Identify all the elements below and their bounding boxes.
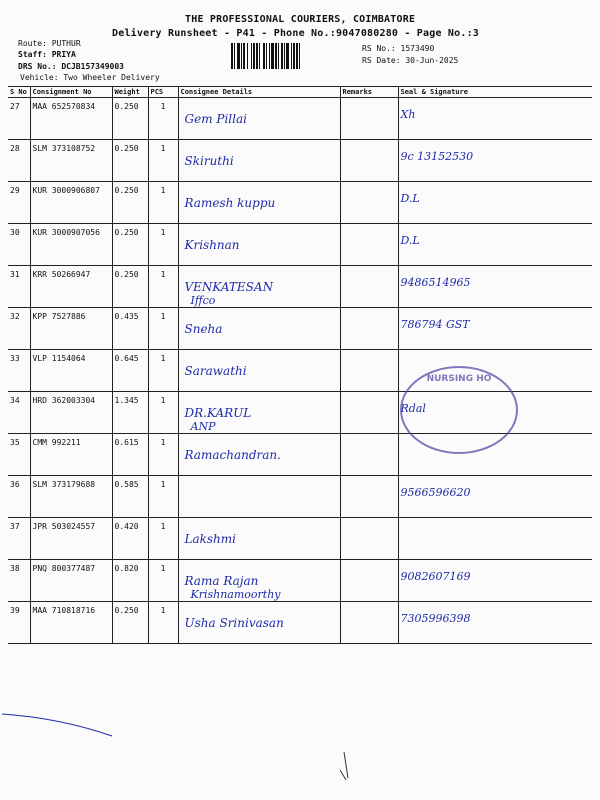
row-consignment: HRD 362003304 xyxy=(30,392,112,434)
row-consignment: KUR 3000906807 xyxy=(30,182,112,224)
row-weight: 0.820 xyxy=(112,560,148,602)
row-consignee xyxy=(178,476,340,518)
row-remarks xyxy=(340,560,398,602)
row-signature xyxy=(398,98,592,140)
drs-label: DRS No.: xyxy=(18,62,57,71)
row-weight: 0.250 xyxy=(112,602,148,644)
row-remarks xyxy=(340,140,398,182)
row-weight: 0.250 xyxy=(112,224,148,266)
signature-text: 9486514965 xyxy=(400,276,471,289)
row-weight: 0.615 xyxy=(112,434,148,476)
rs-date-value: 30-Jun-2025 xyxy=(405,56,459,65)
row-sno: 36 xyxy=(8,476,30,518)
consignee-name: Rama Rajan xyxy=(184,574,259,588)
table-row xyxy=(8,98,592,140)
row-remarks xyxy=(340,476,398,518)
col-weight: Weight xyxy=(112,87,148,98)
row-signature xyxy=(398,518,592,560)
row-consignment: KPP 7527886 xyxy=(30,308,112,350)
consignee-name: Lakshmi xyxy=(184,532,236,546)
row-consignee xyxy=(178,224,340,266)
col-sno: S No xyxy=(8,87,30,98)
table-row xyxy=(8,434,592,476)
row-pcs: 1 xyxy=(148,392,178,434)
consignee-name: Skiruthi xyxy=(184,154,234,168)
signature-text: 9c 13152530 xyxy=(400,150,474,163)
row-consignment: MAA 710818716 xyxy=(30,602,112,644)
row-consignee xyxy=(178,434,340,476)
route-line xyxy=(18,39,81,48)
row-consignment: SLM 373179688 xyxy=(30,476,112,518)
row-weight: 0.645 xyxy=(112,350,148,392)
signature-text: Rdal xyxy=(400,402,426,415)
row-consignee xyxy=(178,602,340,644)
table-row xyxy=(8,182,592,224)
row-consignee xyxy=(178,560,340,602)
row-pcs: 1 xyxy=(148,518,178,560)
row-sno: 31 xyxy=(8,266,30,308)
row-remarks xyxy=(340,182,398,224)
row-signature xyxy=(398,182,592,224)
row-weight: 0.250 xyxy=(112,140,148,182)
signature-text xyxy=(401,354,591,360)
col-pcs: PCS xyxy=(148,87,178,98)
row-sno: 30 xyxy=(8,224,30,266)
margin-pen-mark xyxy=(330,748,360,788)
runsheet-barcode xyxy=(231,43,357,69)
vehicle-label: Vehicle: xyxy=(20,73,59,82)
table-row xyxy=(8,602,592,644)
row-remarks xyxy=(340,266,398,308)
row-consignee xyxy=(178,182,340,224)
rs-date-line xyxy=(362,56,458,65)
route-value: PUTHUR xyxy=(51,39,81,48)
consignee-name xyxy=(181,480,338,490)
row-signature xyxy=(398,308,592,350)
row-weight: 0.435 xyxy=(112,308,148,350)
row-weight: 0.420 xyxy=(112,518,148,560)
consignee-name: DR.KARUL xyxy=(184,406,252,420)
row-remarks xyxy=(340,308,398,350)
signature-text xyxy=(401,522,591,528)
col-consignee: Consignee Details xyxy=(178,87,340,98)
drs-line xyxy=(18,62,124,71)
consignee-name: VENKATESAN xyxy=(184,280,274,294)
row-pcs: 1 xyxy=(148,350,178,392)
row-weight: 0.250 xyxy=(112,98,148,140)
consignee-name-line2: ANP xyxy=(190,420,216,433)
row-consignee xyxy=(178,308,340,350)
row-pcs: 1 xyxy=(148,224,178,266)
vehicle-value: Two Wheeler Delivery xyxy=(63,73,160,82)
row-consignment: VLP 1154064 xyxy=(30,350,112,392)
consignee-name: Krishnan xyxy=(184,238,240,252)
signature-text: 786794 GST xyxy=(400,318,470,331)
consignee-name: Sneha xyxy=(184,322,223,336)
row-remarks xyxy=(340,518,398,560)
row-remarks xyxy=(340,224,398,266)
runsheet-subtitle: Delivery Runsheet - P41 - Phone No.:9047080280 - Page No.:3 xyxy=(112,28,480,39)
signature-text: D.L xyxy=(400,234,420,247)
row-signature xyxy=(398,224,592,266)
row-consignment: SLM 373108752 xyxy=(30,140,112,182)
rs-no-value: 1573490 xyxy=(400,44,435,53)
row-consignment: PNQ 800377487 xyxy=(30,560,112,602)
signature-text: 9566596620 xyxy=(400,486,471,499)
row-sno: 35 xyxy=(8,434,30,476)
rs-no-label: RS No.: xyxy=(362,44,396,53)
row-sno: 29 xyxy=(8,182,30,224)
consignee-name: Usha Srinivasan xyxy=(184,616,284,630)
row-weight: 1.345 xyxy=(112,392,148,434)
row-sno: 27 xyxy=(8,98,30,140)
signature-text: D.L xyxy=(400,192,420,205)
row-consignment: MAA 652570834 xyxy=(30,98,112,140)
row-sno: 32 xyxy=(8,308,30,350)
row-consignee xyxy=(178,266,340,308)
row-pcs: 1 xyxy=(148,308,178,350)
row-consignee xyxy=(178,350,340,392)
row-pcs: 1 xyxy=(148,476,178,518)
seal-stamp xyxy=(400,366,518,454)
row-signature xyxy=(398,140,592,182)
table-row xyxy=(8,560,592,602)
row-consignee xyxy=(178,518,340,560)
row-pcs: 1 xyxy=(148,602,178,644)
row-weight: 0.585 xyxy=(112,476,148,518)
row-remarks xyxy=(340,350,398,392)
table-row xyxy=(8,308,592,350)
row-sno: 28 xyxy=(8,140,30,182)
consignee-name-line2: Krishnamoorthy xyxy=(190,588,281,601)
row-weight: 0.250 xyxy=(112,266,148,308)
route-label: Route: xyxy=(18,39,47,48)
staff-line xyxy=(18,50,76,59)
staff-label: Staff: xyxy=(18,50,47,59)
row-remarks xyxy=(340,98,398,140)
drs-value: DCJB157349003 xyxy=(61,62,124,71)
row-consignment: JPR 503024557 xyxy=(30,518,112,560)
runsheet-table xyxy=(8,86,592,644)
vehicle-line xyxy=(20,73,160,82)
rs-date-label: RS Date: xyxy=(362,56,401,65)
company-title: THE PROFESSIONAL COURIERS, COIMBATORE xyxy=(185,14,416,25)
table-row xyxy=(8,224,592,266)
signature-text: 9082607169 xyxy=(400,570,471,583)
table-row xyxy=(8,476,592,518)
consignee-name: Ramachandran. xyxy=(184,448,281,462)
row-remarks xyxy=(340,434,398,476)
consignee-name: Sarawathi xyxy=(184,364,247,378)
row-consignee xyxy=(178,98,340,140)
row-pcs: 1 xyxy=(148,98,178,140)
consignee-name: Gem Pillai xyxy=(184,112,247,126)
row-consignment: KUR 3000907056 xyxy=(30,224,112,266)
row-pcs: 1 xyxy=(148,266,178,308)
row-signature xyxy=(398,602,592,644)
row-sno: 37 xyxy=(8,518,30,560)
row-signature xyxy=(398,266,592,308)
table-header-row xyxy=(8,87,592,98)
staff-value: PRIYA xyxy=(51,50,76,59)
row-pcs: 1 xyxy=(148,560,178,602)
barcode-bar xyxy=(300,43,302,69)
table-row xyxy=(8,518,592,560)
row-remarks xyxy=(340,602,398,644)
col-signature: Seal & Signature xyxy=(398,87,592,98)
row-signature xyxy=(398,560,592,602)
consignee-name: Ramesh kuppu xyxy=(184,196,276,210)
row-remarks xyxy=(340,392,398,434)
col-consignment: Consignment No xyxy=(30,87,112,98)
row-consignee xyxy=(178,140,340,182)
row-consignee xyxy=(178,392,340,434)
signature-text: Xh xyxy=(400,108,416,121)
row-pcs: 1 xyxy=(148,434,178,476)
row-weight: 0.250 xyxy=(112,182,148,224)
rs-no-line xyxy=(362,44,434,53)
table-row xyxy=(8,140,592,182)
row-pcs: 1 xyxy=(148,140,178,182)
table-row xyxy=(8,266,592,308)
row-consignment: KRR 50266947 xyxy=(30,266,112,308)
row-sno: 39 xyxy=(8,602,30,644)
col-remarks: Remarks xyxy=(340,87,398,98)
row-consignment: CMM 992211 xyxy=(30,434,112,476)
row-signature xyxy=(398,476,592,518)
row-pcs: 1 xyxy=(148,182,178,224)
consignee-name-line2: Iffco xyxy=(190,294,216,307)
row-sno: 33 xyxy=(8,350,30,392)
signature-text: 7305996398 xyxy=(400,612,471,625)
stamp-text: NURSING HO xyxy=(426,374,492,384)
margin-pen-stroke xyxy=(0,700,120,740)
row-sno: 34 xyxy=(8,392,30,434)
row-sno: 38 xyxy=(8,560,30,602)
